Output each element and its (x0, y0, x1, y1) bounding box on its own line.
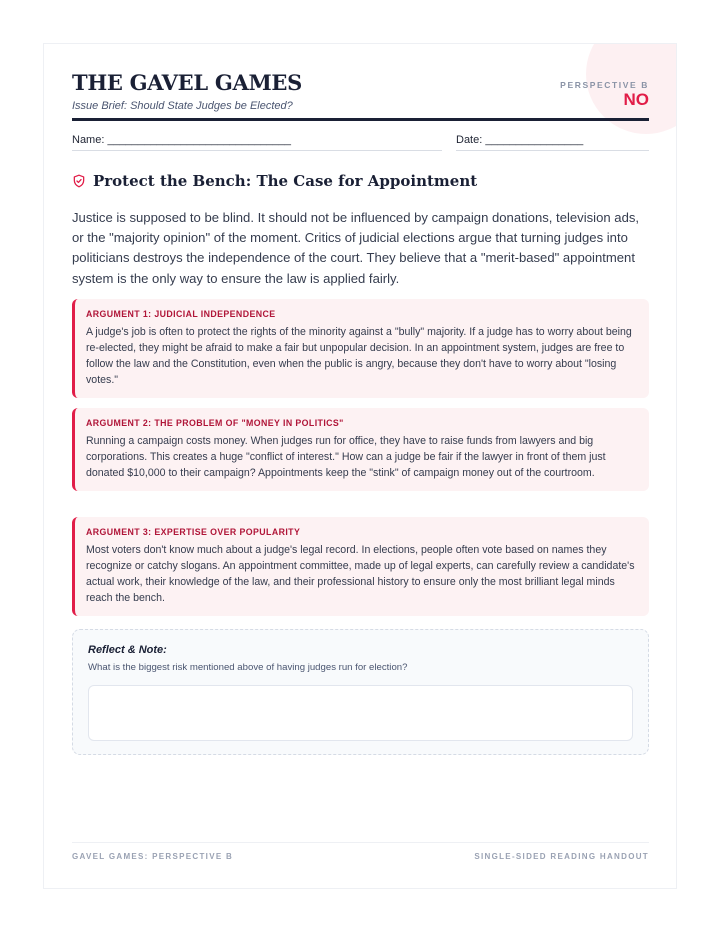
page-title: THE GAVEL GAMES (72, 70, 303, 95)
perspective-badge (560, 80, 649, 109)
header (72, 70, 649, 112)
date-field[interactable]: Date: ________________ (456, 134, 649, 151)
page-subtitle: Issue Brief: Should State Judges be Elected? (72, 100, 293, 112)
name-field[interactable]: Name: ______________________________ (72, 134, 442, 151)
argument-body: Most voters don't know much about a judge's legal record. In elections, people often vote based on names they recognize or catchy slogans. An appointment committee, made up of legal experts, can carefully review a candidate's actual work, their knowledge of the law, and their professional history to ensure only the most brilliant legal minds reach the bench. (86, 544, 635, 604)
section-title: Protect the Bench: The Case for Appointment (93, 172, 478, 190)
argument-title: ARGUMENT 3: EXPERTISE OVER POPULARITY (86, 527, 301, 537)
footer (72, 842, 649, 861)
reflect-box (72, 629, 649, 755)
shield-icon (72, 174, 86, 188)
argument-title: ARGUMENT 1: JUDICIAL INDEPENDENCE (86, 309, 276, 319)
header-divider (72, 118, 649, 121)
footer-right: SINGLE-SIDED READING HANDOUT (474, 852, 649, 861)
argument-card-3 (72, 517, 649, 616)
reflect-question: What is the biggest risk mentioned above of having judges run for election? (88, 662, 408, 673)
handout-page (43, 43, 677, 889)
footer-left: GAVEL GAMES: PERSPECTIVE B (72, 852, 234, 861)
perspective-label: PERSPECTIVE B (560, 80, 649, 90)
student-fields (72, 134, 649, 154)
argument-body: Running a campaign costs money. When judges run for office, they have to raise funds from lawyers and big corporations. This creates a huge "conflict of interest." How can a judge be fair if the lawyer in front of them just donated $10,000 to their campaign? Appointments keep the "stink" of campaign money out of the courtroom. (86, 435, 606, 479)
perspective-value: NO (623, 90, 649, 109)
answer-field[interactable] (88, 685, 633, 741)
argument-body: A judge's job is often to protect the rights of the minority against a "bully" majority. If a judge has to worry about being re-elected, they might be afraid to make a fair but unpopular decision. In an appointment system, judges are free to follow the law and the Constitution, even when the public is angry, because they don't have to worry about "losing votes." (86, 326, 632, 386)
argument-card-2 (72, 408, 649, 491)
argument-title: ARGUMENT 2: THE PROBLEM OF "MONEY IN POLITICS" (86, 418, 344, 428)
argument-card-1 (72, 299, 649, 398)
reflect-title: Reflect & Note: (88, 644, 167, 656)
intro-paragraph: Justice is supposed to be blind. It should not be influenced by campaign donations, television ads, or the "majority opinion" of the moment. Critics of judicial elections argue that turning judges into politicians destroys the independence of the court. They believe that a "merit-based" appointment system is the only way to ensure the law is applied fairly. (72, 210, 640, 286)
section-heading (72, 172, 477, 190)
